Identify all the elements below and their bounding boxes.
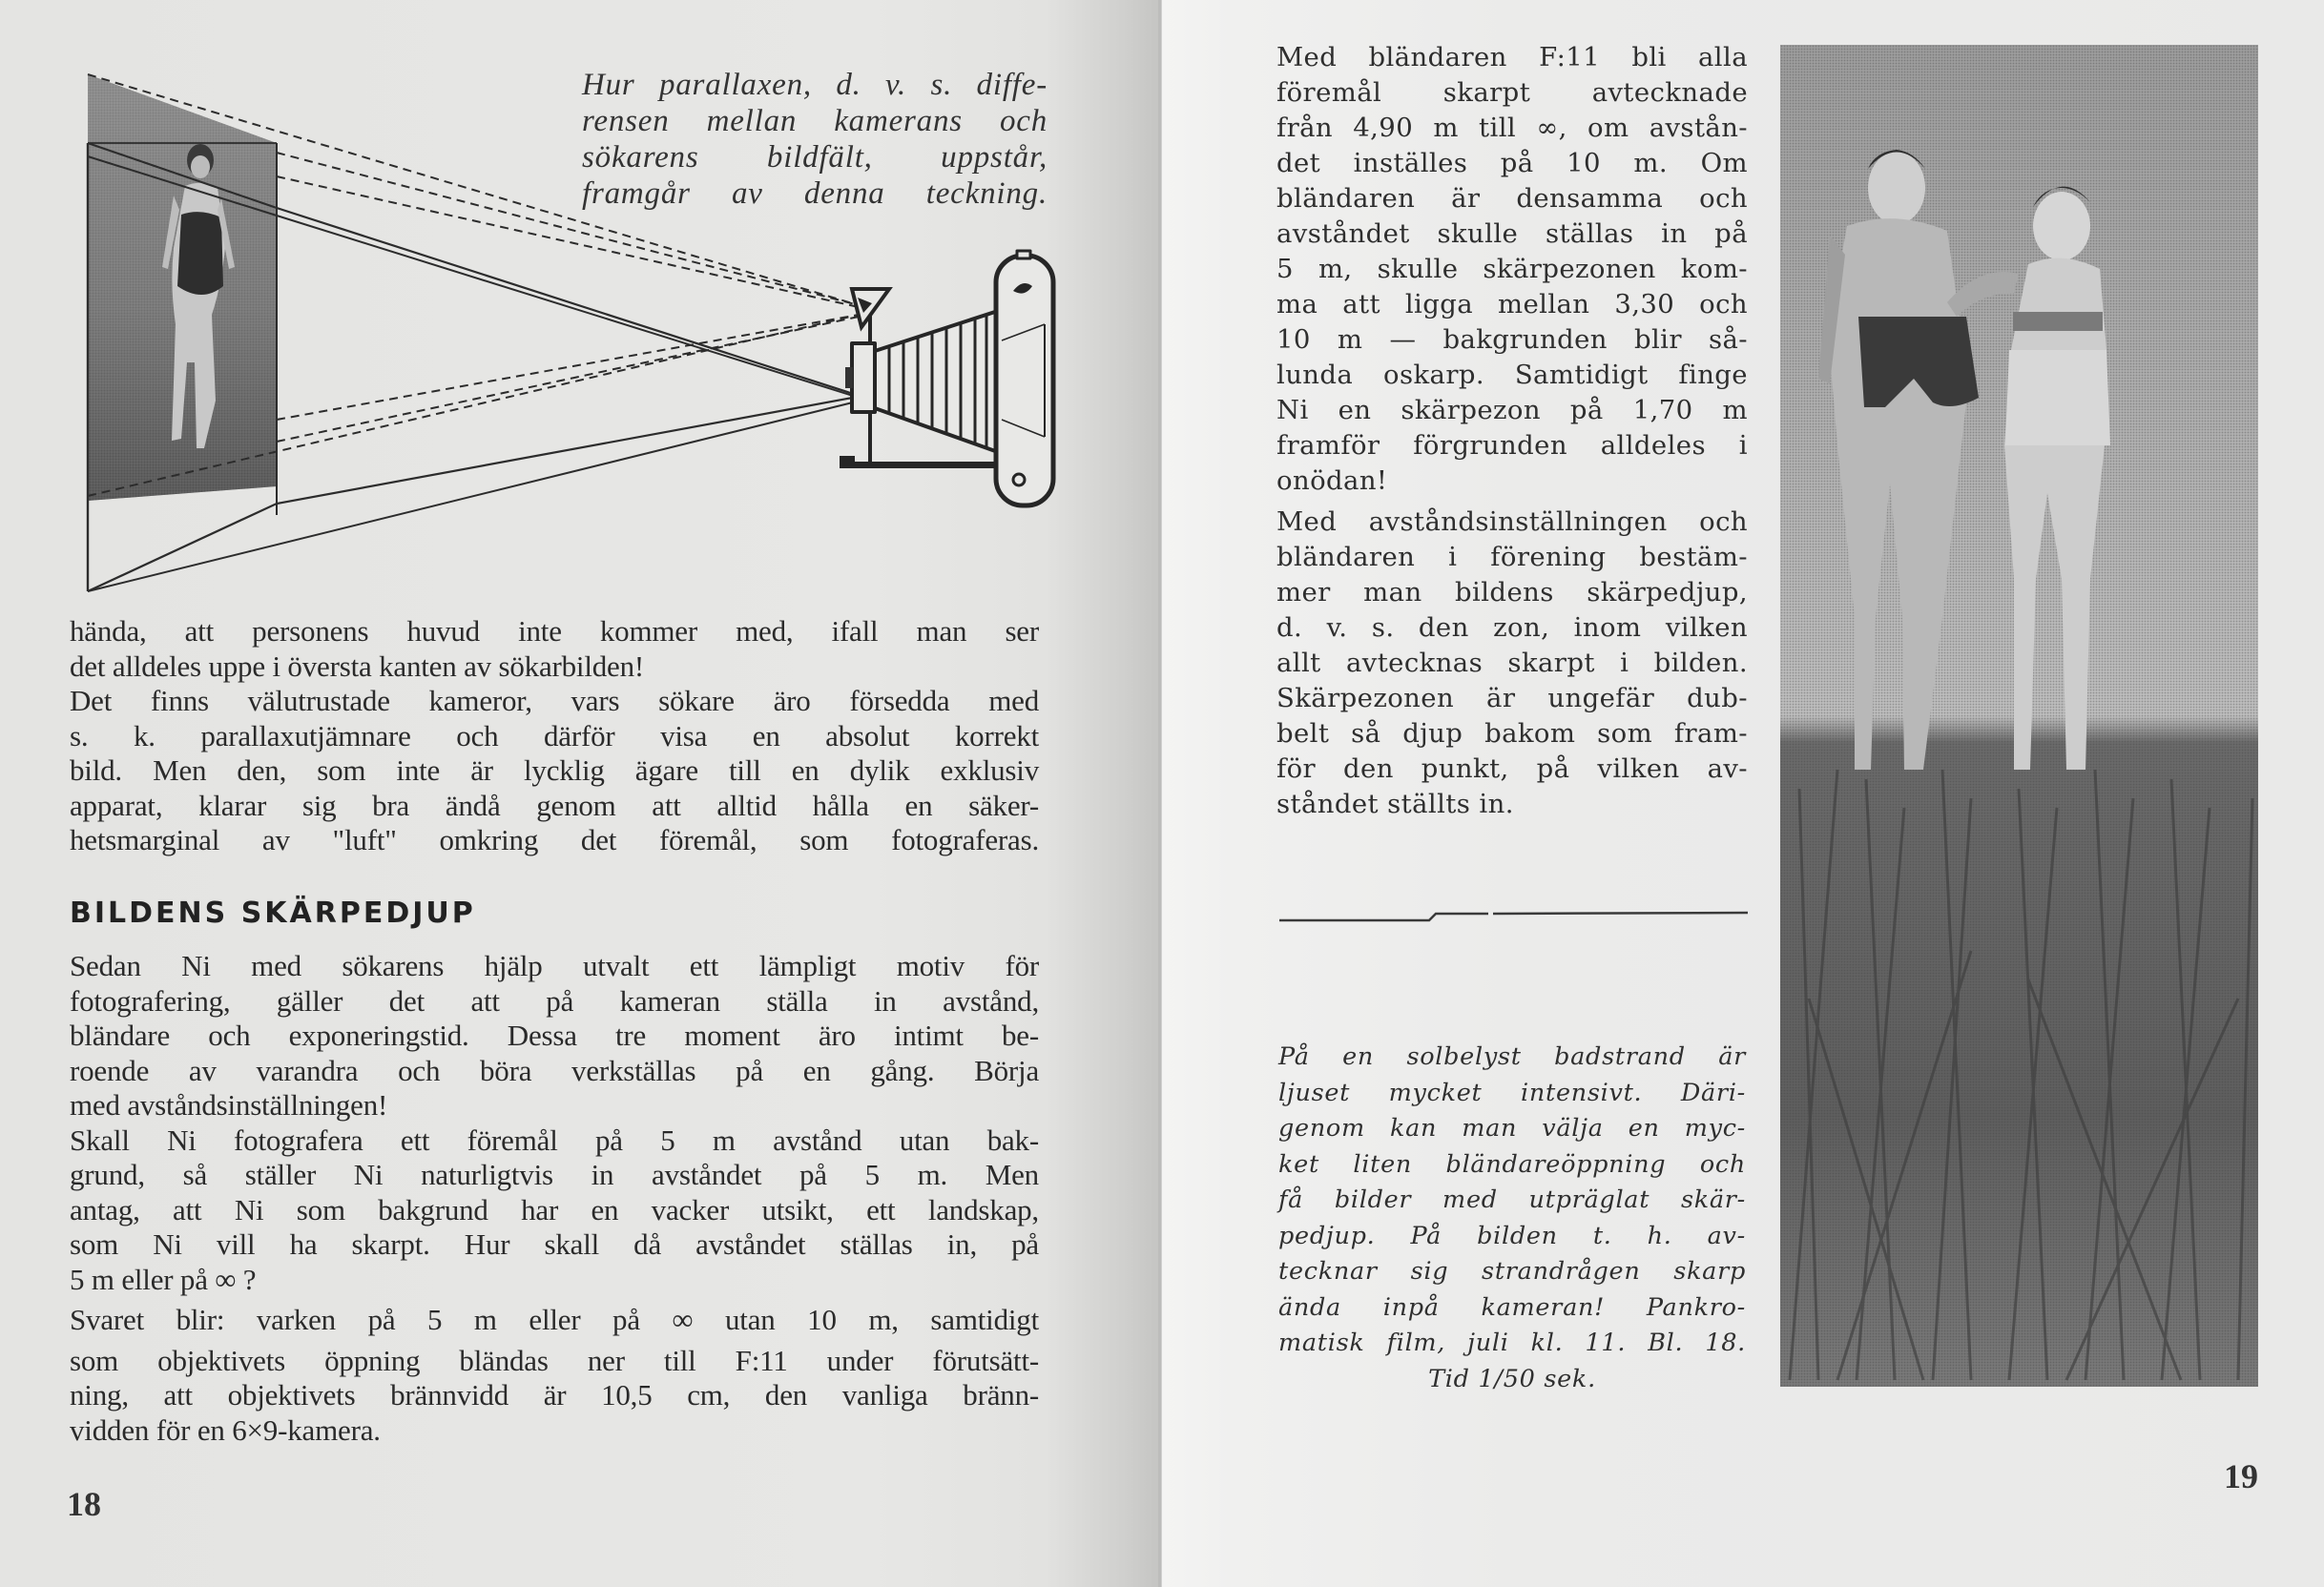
- text-line: vidden för en 6×9-kamera.: [70, 1412, 381, 1447]
- text-line: det alldeles uppe i översta kanten av sökarbilden!: [70, 649, 645, 683]
- text-line: hetsmarginal av "luft" omkring det föremål, som fotograferas.: [70, 823, 1039, 856]
- text-line: 5 m eller på ∞ ?: [70, 1262, 257, 1296]
- text-line: med avståndsinställningen!: [70, 1088, 388, 1122]
- caption-line: ända inpå kameran! Pankro-: [1278, 1292, 1746, 1322]
- text-line: Svaret blir: varken på 5 m eller på ∞ utan 10 m, samtidigt: [70, 1303, 1039, 1336]
- text-line: hända, att personens huvud inte kommer med, ifall man ser: [70, 614, 1039, 648]
- text-line: apparat, klarar sig bra ändå genom att alltid hålla en säker-: [70, 788, 1039, 822]
- text-line: ma att ligga mellan 3,30 och: [1276, 289, 1748, 319]
- text-line: bländare och exponeringstid. Dessa tre moment äro intimt be-: [70, 1019, 1039, 1052]
- text-line: onödan!: [1276, 465, 1388, 496]
- photo-caption: [1278, 1040, 1746, 1397]
- left-body-text: [70, 614, 1039, 858]
- text-line: framför förgrunden alldeles i: [1276, 430, 1748, 461]
- caption-line: På en solbelyst badstrand är: [1278, 1042, 1746, 1071]
- text-line: roende av varandra och böra verkställas på en gång. Börja: [70, 1053, 1039, 1087]
- text-line: bländaren är densamma och: [1276, 183, 1748, 214]
- text-line: 10 m — bakgrunden blir så-: [1276, 324, 1748, 355]
- figure-caption: [582, 67, 1048, 212]
- text-line: allt avtecknas skarpt i bilden.: [1276, 648, 1748, 678]
- text-line: avståndet skulle ställas in på: [1276, 218, 1748, 249]
- text-line: Med bländaren F:11 bli alla: [1276, 42, 1748, 72]
- section-divider: [1276, 911, 1753, 926]
- caption-line: framgår av denna teckning.: [582, 176, 1048, 211]
- text-line: det inställes på 10 m. Om: [1276, 148, 1748, 178]
- caption-line: Tid 1/50 sek.: [1428, 1364, 1596, 1393]
- caption-line: tecknar sig strandrågen skarp: [1278, 1257, 1746, 1286]
- swimsuit-woman-photo: [88, 74, 277, 501]
- text-line: ståndet ställts in.: [1276, 789, 1514, 819]
- text-line: som objektivets öppning bländas ner till F:11 under förutsätt-: [70, 1343, 1039, 1377]
- section-heading: BILDENS SKÄRPEDJUP: [70, 897, 476, 930]
- text-line: antag, att Ni som bakgrund har en vacker utsikt, ett landskap,: [70, 1192, 1039, 1226]
- text-line: mer man bildens skärpedjup,: [1276, 577, 1748, 608]
- text-line: Med avståndsinställningen och: [1276, 506, 1748, 537]
- caption-line: få bilder med utpräglat skär-: [1278, 1185, 1746, 1214]
- right-body-text: [1276, 40, 1748, 822]
- caption-line: sökarens bildfält, uppstår,: [582, 140, 1048, 175]
- text-line: föremål skarpt avtecknade: [1276, 77, 1748, 108]
- text-line: s. k. parallaxutjämnare och därför visa en absolut korrekt: [70, 718, 1039, 752]
- page-number-right: 19: [2224, 1457, 2258, 1495]
- caption-line: matisk film, juli kl. 11. Bl. 18.: [1278, 1329, 1746, 1357]
- text-line: Det finns välutrustade kameror, vars sökare äro försedda med: [70, 684, 1039, 717]
- text-line: Sedan Ni med sökarens hjälp utvalt ett lämpligt motiv för: [70, 949, 1039, 982]
- text-line: lunda oskarp. Samtidigt finge: [1276, 360, 1748, 390]
- caption-line: Hur parallaxen, d. v. s. diffe-: [582, 68, 1048, 102]
- left-body-text-2: [70, 949, 1039, 1448]
- text-line: Ni en skärpezon på 1,70 m: [1276, 395, 1748, 425]
- text-line: som Ni vill ha skarpt. Hur skall då avståndet ställas in, på: [70, 1227, 1039, 1261]
- caption-line: genom kan man välja en myc-: [1278, 1114, 1746, 1143]
- caption-line: pedjup. På bilden t. h. av-: [1278, 1221, 1746, 1250]
- text-line: Skall Ni fotografera ett föremål på 5 m avstånd utan bak-: [70, 1123, 1039, 1157]
- caption-line: rensen mellan kamerans och: [582, 104, 1048, 138]
- text-line: d. v. s. den zon, inom vilken: [1276, 612, 1748, 643]
- text-line: för den punkt, på vilken av-: [1276, 753, 1748, 784]
- beach-couple-photo: [1780, 45, 2258, 1387]
- text-line: Skärpezonen är ungefär dub-: [1276, 683, 1748, 713]
- text-line: från 4,90 m till ∞, om avstån-: [1276, 113, 1748, 143]
- caption-line: ljuset mycket intensivt. Däri-: [1278, 1078, 1746, 1107]
- page-number-left: 18: [67, 1485, 101, 1523]
- text-line: ning, att objektivets brännvidd är 10,5 cm, den vanliga bränn-: [70, 1378, 1039, 1412]
- text-line: fotografering, gäller det att på kameran ställa in avstånd,: [70, 983, 1039, 1018]
- text-line: bländaren i förening bestäm-: [1276, 542, 1748, 572]
- text-line: bild. Men den, som inte är lycklig ägare till en dylik exklusiv: [70, 753, 1039, 787]
- text-line: 5 m, skulle skärpezonen kom-: [1276, 254, 1748, 284]
- text-line: belt så djup bakom som fram-: [1276, 718, 1748, 749]
- caption-line: ket liten bländareöppning och: [1278, 1149, 1746, 1179]
- text-line: grund, så ställer Ni naturligtvis in avståndet på 5 m. Men: [70, 1158, 1039, 1191]
